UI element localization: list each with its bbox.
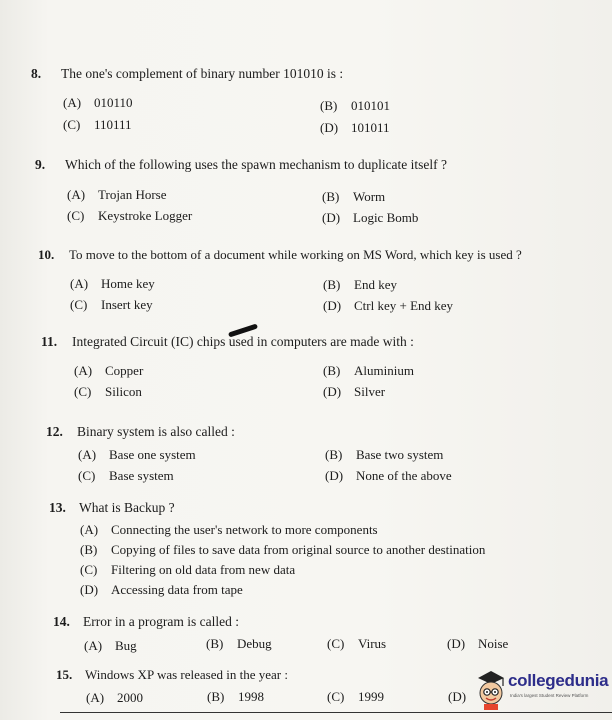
option-b: (B) Copying of files to save data from original source to another destination — [80, 542, 486, 557]
student-mascot-icon — [474, 666, 508, 710]
option-c: (C) Insert key — [70, 297, 153, 312]
question-number: 10. — [38, 247, 55, 262]
option-c: (C) Keystroke Logger — [67, 208, 193, 223]
option-d: (D) — [448, 689, 467, 704]
option-d: (D) None of the above — [325, 468, 452, 483]
option-a: (A) 2000 — [86, 690, 143, 705]
question-text: Error in a program is called : — [83, 614, 239, 629]
collegedunia-logo — [474, 666, 612, 716]
question-text: Integrated Circuit (IC) chips used in computers are made with : — [72, 334, 414, 349]
option-d: (D) Noise — [447, 636, 509, 651]
question-11 — [41, 334, 414, 350]
option-d: (D) Silver — [323, 384, 386, 399]
question-13 — [49, 500, 175, 516]
option-a: (A) Bug — [84, 638, 137, 653]
option-c: (C) Virus — [327, 636, 387, 651]
question-number: 15. — [56, 667, 73, 682]
question-number: 11. — [41, 334, 58, 349]
question-text: The one's complement of binary number 101010 is : — [61, 66, 344, 81]
option-a: (A) Trojan Horse — [67, 187, 167, 202]
question-8 — [31, 66, 343, 82]
question-14 — [53, 614, 239, 630]
logo-tagline: India's largest Student Review Platform — [510, 693, 589, 698]
option-b: (B) Aluminium — [323, 363, 414, 378]
option-a: (A) 010110 — [63, 95, 133, 110]
option-b: (B) 010101 — [320, 98, 390, 113]
option-d: (D) 101011 — [320, 120, 390, 135]
option-c: (C) Base system — [78, 468, 174, 483]
option-b: (B) Worm — [322, 189, 386, 204]
option-d: (D) Ctrl key + End key — [323, 298, 454, 313]
question-number: 8. — [31, 66, 42, 81]
option-a: (A) Base one system — [78, 447, 196, 462]
option-b: (B) 1998 — [207, 689, 264, 704]
option-d: (D) Logic Bomb — [322, 210, 419, 225]
question-text: Which of the following uses the spawn mechanism to duplicate itself ? — [65, 157, 448, 172]
option-b: (B) End key — [323, 277, 397, 292]
question-number: 12. — [46, 424, 63, 439]
option-a: (A) Connecting the user's network to more components — [80, 522, 378, 537]
question-10 — [38, 247, 522, 263]
question-15 — [56, 667, 288, 683]
question-number: 9. — [35, 157, 46, 172]
option-c: (C) Silicon — [74, 384, 142, 399]
question-text: What is Backup ? — [79, 500, 175, 515]
logo-wordmark: collegedunia — [508, 671, 609, 690]
question-text: Windows XP was released in the year : — [85, 667, 288, 682]
question-12 — [46, 424, 235, 440]
option-a: (A) Copper — [74, 363, 144, 378]
option-c: (C) 1999 — [327, 689, 384, 704]
option-b: (B) Debug — [206, 636, 272, 651]
option-c: (C) 110111 — [63, 117, 132, 132]
option-c: (C) Filtering on old data from new data — [80, 562, 296, 577]
question-number: 14. — [53, 614, 70, 629]
question-9 — [35, 157, 447, 173]
option-d: (D) Accessing data from tape — [80, 582, 243, 597]
option-b: (B) Base two system — [325, 447, 444, 462]
option-a: (A) Home key — [70, 276, 155, 291]
question-text: To move to the bottom of a document while working on MS Word, which key is used ? — [69, 247, 522, 262]
question-number: 13. — [49, 500, 66, 515]
question-text: Binary system is also called : — [77, 424, 235, 439]
